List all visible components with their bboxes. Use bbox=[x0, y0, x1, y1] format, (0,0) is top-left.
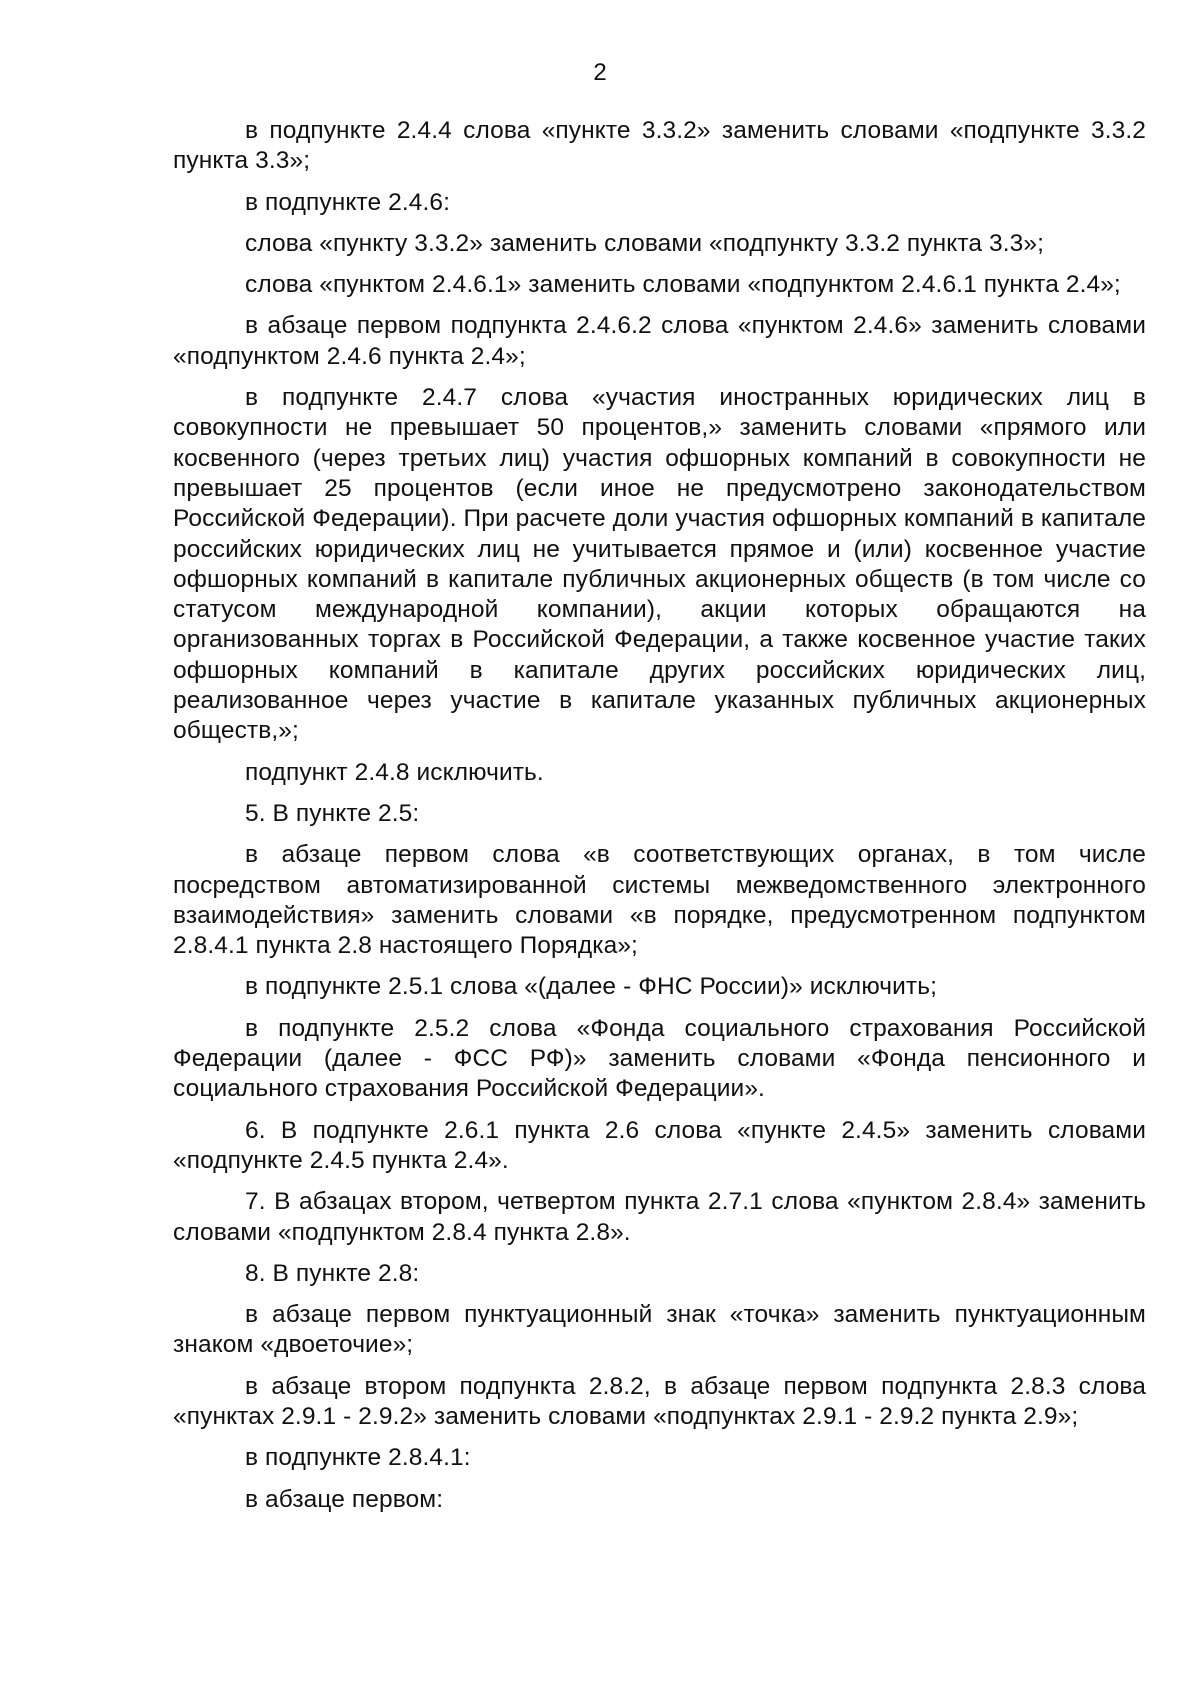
paragraph: в подпункте 2.4.7 слова «участия иностранных юридических лиц в совокупности не превышает 50 процентов,» заменить словами «прямого или косвенного (через третьих лиц) участия офшорных компаний в совокупности не превышает 25 процентов (если иное не предусмотрено законодательством Российской Федерации). При расчете доли участия офшорных компаний в капитале российских юридических лиц не учитывается прямое и (или) косвенное участие офшорных компаний в капитале публичных акционерных обществ (в том числе со статусом международной компании), акции которых обращаются на организованных торгах в Российской Федерации, а также косвенное участие таких офшорных компаний в капитале других российских юридических лиц, реализованное через участие в капитале указанных публичных акционерных обществ,»; bbox=[173, 384, 1146, 745]
paragraph: в подпункте 2.4.4 слова «пункте 3.3.2» заменить словами «подпункте 3.3.2 пункта 3.3»; bbox=[173, 117, 1146, 175]
document-body bbox=[173, 116, 1146, 1526]
paragraph: 6. В подпункте 2.6.1 пункта 2.6 слова «пункте 2.4.5» заменить словами «подпункте 2.4.5 пункта 2.4». bbox=[173, 1116, 1146, 1174]
paragraph: 8. В пункте 2.8: bbox=[245, 1259, 420, 1287]
paragraph: 7. В абзацах втором, четвертом пункта 2.7.1 слова «пунктом 2.8.4» заменить словами «подпунктом 2.8.4 пункта 2.8». bbox=[173, 1188, 1146, 1246]
paragraph: в подпункте 2.4.6: bbox=[245, 188, 450, 216]
paragraph: в абзаце первом слова «в соответствующих органах, в том числе посредством автоматизированной системы межведомственного электронного взаимодействия» заменить словами «в порядке, предусмотренном подпунктом 2.8.4.1 пункта 2.8 настоящего Порядка»; bbox=[173, 841, 1146, 960]
paragraph: в абзаце первом подпункта 2.4.6.2 слова «пунктом 2.4.6» заменить словами «подпунктом 2.4.6 пункта 2.4»; bbox=[173, 312, 1146, 370]
paragraph: в абзаце втором подпункта 2.8.2, в абзаце первом подпункта 2.8.3 слова «пунктах 2.9.1 - 2.9.2» заменить словами «подпунктах 2.9.1 - 2.9.2 пункта 2.9»; bbox=[173, 1372, 1146, 1430]
paragraph: в подпункте 2.5.2 слова «Фонда социального страхования Российской Федерации (далее - ФСС РФ)» заменить словами «Фонда пенсионного и социального страхования Российской Федерации». bbox=[173, 1014, 1146, 1103]
paragraph: слова «пунктом 2.4.6.1» заменить словами «подпунктом 2.4.6.1 пункта 2.4»; bbox=[245, 271, 1121, 299]
paragraph: в подпункте 2.5.1 слова «(далее - ФНС России)» исключить; bbox=[245, 973, 938, 1001]
paragraph: в абзаце первом: bbox=[245, 1485, 444, 1513]
paragraph: 5. В пункте 2.5: bbox=[245, 799, 420, 827]
paragraph: слова «пункту 3.3.2» заменить словами «подпункту 3.3.2 пункта 3.3»; bbox=[245, 229, 1045, 257]
paragraph: в абзаце первом пунктуационный знак «точка» заменить пунктуационным знаком «двоеточие»; bbox=[173, 1301, 1146, 1359]
page-number: 2 bbox=[593, 59, 607, 86]
paragraph: подпункт 2.4.8 исключить. bbox=[245, 758, 544, 786]
paragraph: в подпункте 2.8.4.1: bbox=[245, 1444, 471, 1472]
